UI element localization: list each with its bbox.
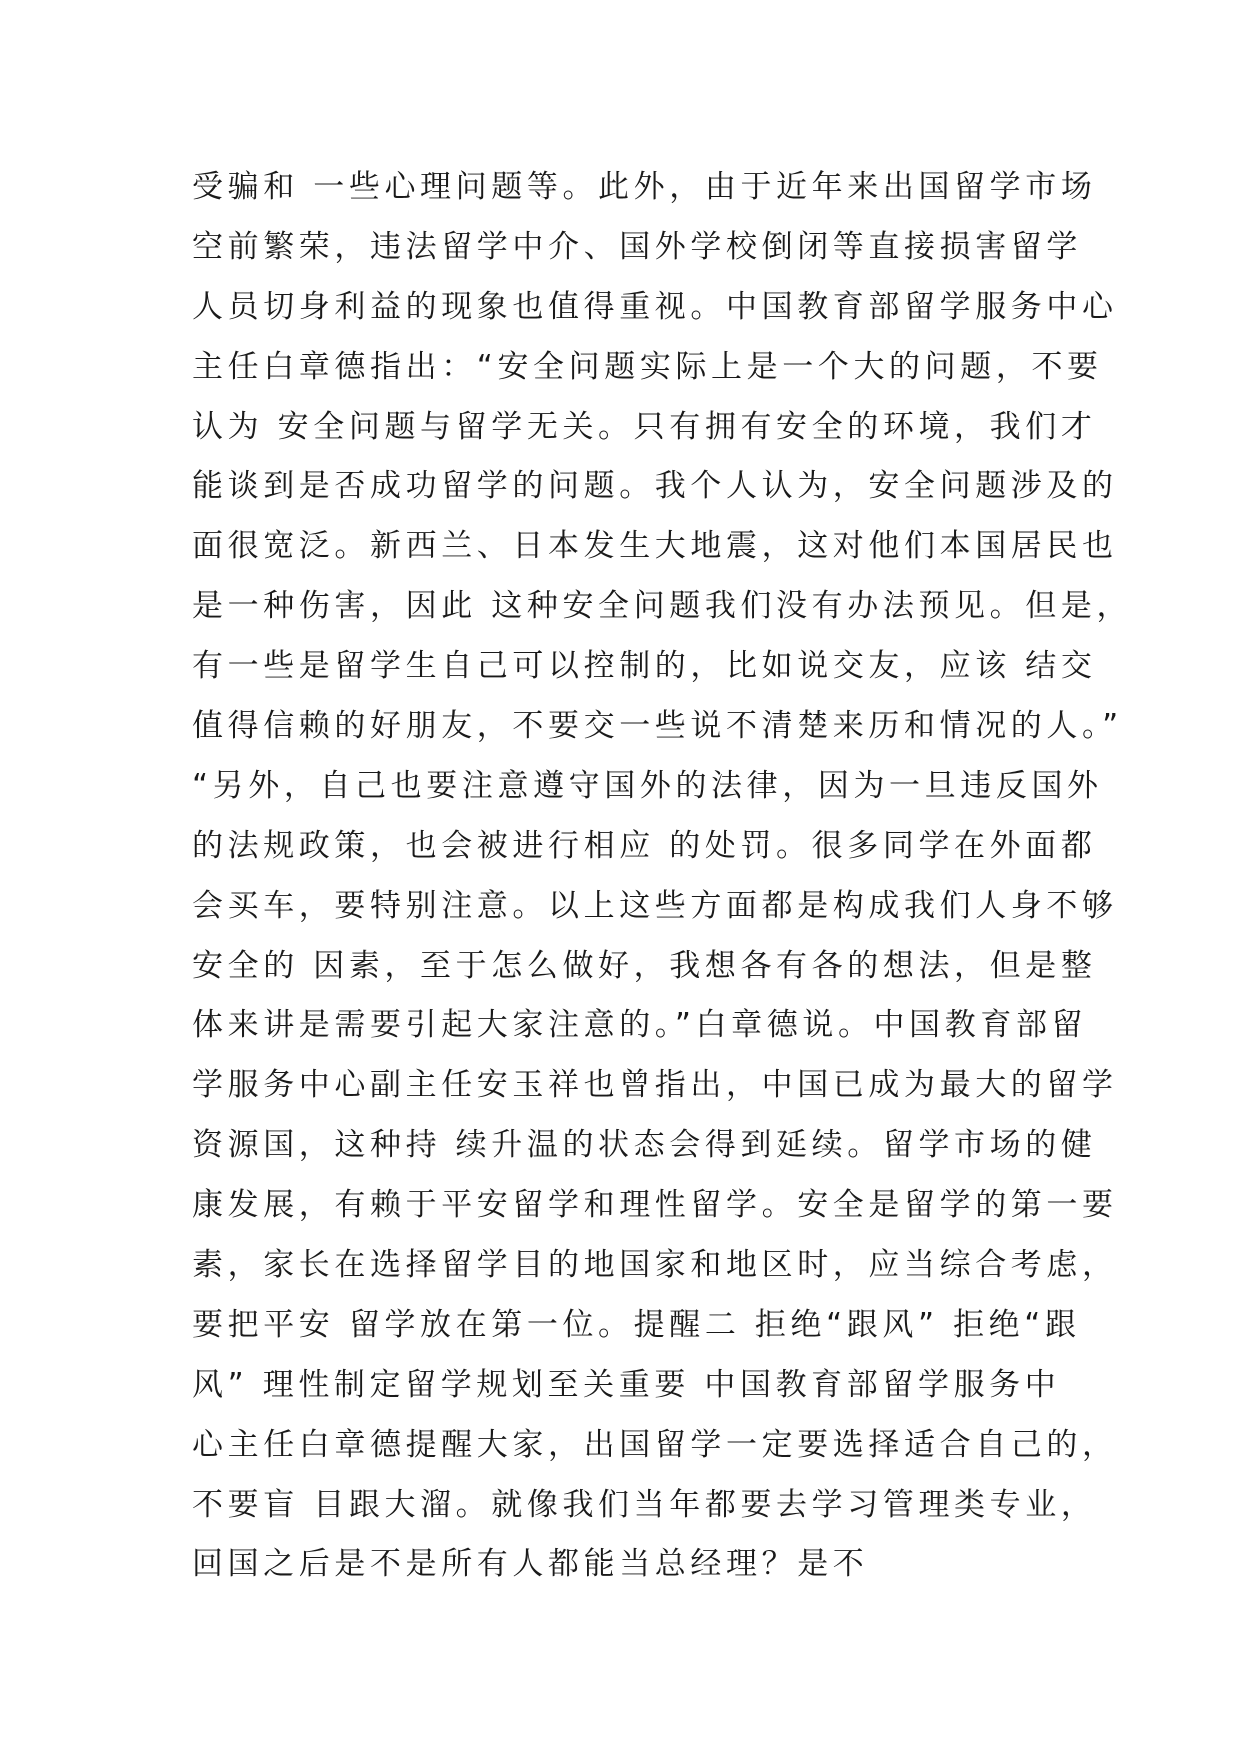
text-line: 体来讲是需要引起大家注意的。”白章德说。中国教育部留 (192, 1007, 1088, 1044)
text-line: 素，家长在选择留学目的地国家和地区时，应当综合考虑， (192, 1247, 1118, 1284)
text-line: 安全的 因素，至于怎么做好，我想各有各的想法，但是整 (192, 947, 1097, 984)
text-line: 空前繁荣，违法留学中介、国外学校倒闭等直接损害留学 (192, 228, 1082, 265)
text-line: 是一种伤害，因此 这种安全问题我们没有办法预见。但是， (192, 588, 1133, 625)
text-line: 受骗和 一些心理问题等。此外，由于近年来出国留学市场 (192, 169, 1097, 205)
text-line: 回国之后是不是所有人都能当总经理？是不 (192, 1546, 869, 1583)
text-line: 的法规政策，也会被进行相应 的处罚。很多同学在外面都 (192, 827, 1097, 864)
text-line: 学服务中心副主任安玉祥也曾指出，中国已成为最大的留学 (192, 1067, 1118, 1104)
text-line: 认为 安全问题与留学无关。只有拥有安全的环境，我们才 (192, 408, 1097, 445)
text-line: 不要盲 目跟大溜。就像我们当年都要去学习管理类专业， (192, 1486, 1097, 1523)
body-text (192, 158, 1133, 1595)
text-line: 面很宽泛。新西兰、日本发生大地震，这对他们本国居民也 (192, 528, 1118, 565)
text-line: 心主任白章德提醒大家，出国留学一定要选择适合自己的， (192, 1426, 1118, 1463)
text-line: “另外，自己也要注意遵守国外的法律，因为一旦违反国外 (192, 767, 1103, 804)
text-line: 资源国，这种持 续升温的状态会得到延续。留学市场的健 (192, 1127, 1097, 1164)
text-line: 主任白章德指出：“安全问题实际上是一个大的问题，不要 (192, 348, 1103, 385)
text-line: 值得信赖的好朋友，不要交一些说不清楚来历和情况的人。” (192, 708, 1123, 745)
text-line: 有一些是留学生自己可以控制的，比如说交友，应该 结交 (192, 648, 1097, 685)
text-line: 能谈到是否成功留学的问题。我个人认为，安全问题涉及的 (192, 468, 1118, 505)
text-line: 要把平安 留学放在第一位。提醒二 拒绝“跟风” 拒绝“跟 (192, 1306, 1081, 1343)
text-line: 风” 理性制定留学规划至关重要 中国教育部留学服务中 (192, 1366, 1061, 1403)
text-line: 康发展，有赖于平安留学和理性留学。安全是留学的第一要 (192, 1187, 1118, 1224)
text-line: 人员切身利益的现象也值得重视。中国教育部留学服务中心 (192, 288, 1118, 325)
text-line: 会买车，要特别注意。以上这些方面都是构成我们人身不够 (192, 887, 1118, 924)
